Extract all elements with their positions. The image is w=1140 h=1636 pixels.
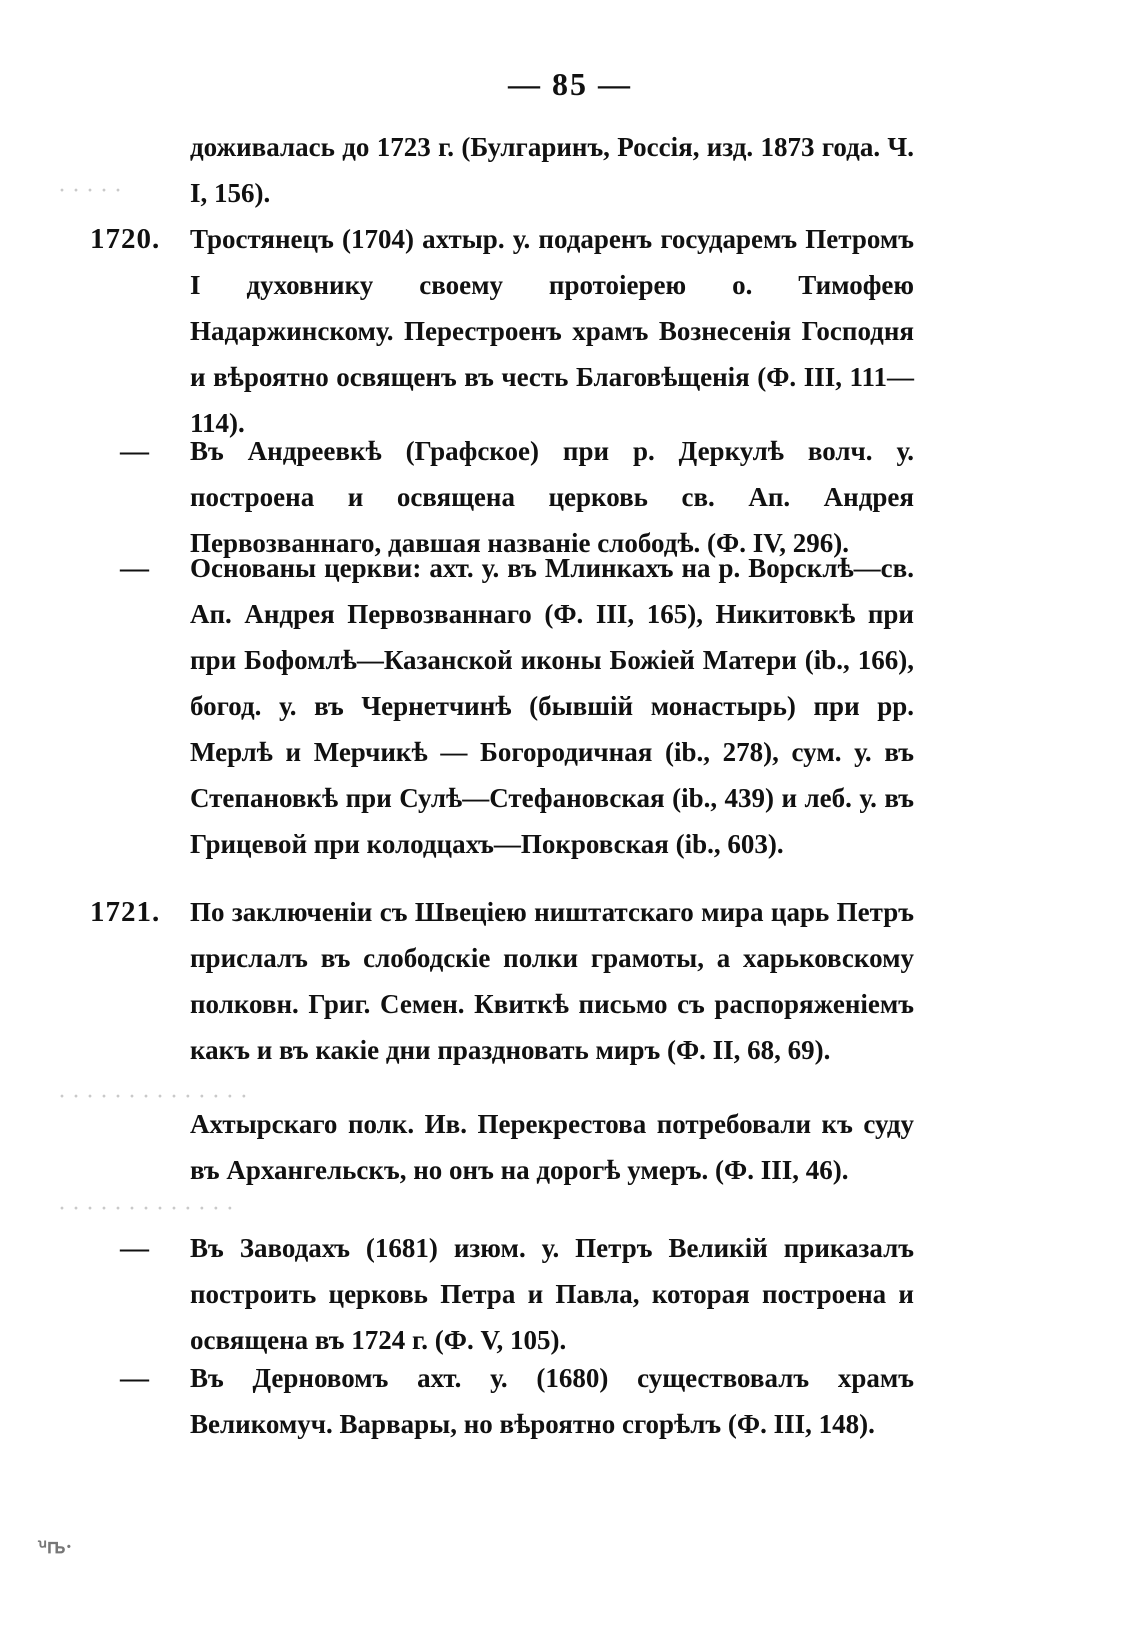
bleed-through-text: · · · · · · · · · · · · · · — [58, 1084, 248, 1110]
entry-text: Въ Заводахъ (1681) изюм. у. Петръ Великій приказалъ построить церковь Петра и Павла, которая построена и освящена въ 1724 г. (Ф. V, 105). — [190, 1233, 914, 1355]
entry-text: По заключеніи съ Швеціею ништатскаго мира царь Петръ прислалъ въ слободскіе полки грамоты, а харьковскому полковн. Григ. Семен. Квиткѣ письмо съ распоряженіемъ какъ и въ какіе дни праздновать миръ (Ф. II, 68, 69). — [190, 897, 914, 1065]
scan-corner-mark: ꭟꭠ· — [38, 1536, 73, 1558]
bleed-through-text: · · · · · · · · · · · · · — [58, 1196, 234, 1222]
entry-text: Тростянецъ (1704) ахтыр. у. подаренъ государемъ Петромъ I духовнику своему протоіерею о. Тимофею Надаржинскому. Перестроенъ храмъ Вознесенія Господня и вѣроятно освященъ въ честь Благовѣщенія (Ф. III, 111—114). — [190, 224, 914, 438]
entry-text: Основаны церкви: ахт. у. въ Млинкахъ на р. Ворсклѣ—св. Ап. Андрея Первозваннаго (Ф. III, 165), Никитовкѣ при при Бофомлѣ—Казанской иконы Божіей Матери (ib., 166), богод. у. въ Чернетчинѣ (бывшій монастырь) при рр. Мерлѣ и Мерчикѣ — Богородичная (ib., 278), сум. у. въ Степановкѣ при Сулѣ—Стефановская (ib., 439) и леб. у. въ Грицевой при колодцахъ—Покровская (ib., 603). — [190, 553, 914, 859]
entry-text: Въ Андреевкѣ (Графское) при р. Деркулѣ волч. у. построена и освящена церковь св. Ап. Андрея Первозваннаго, давшая названіе слободѣ. (Ф. IV, 296). — [190, 436, 914, 558]
entry-marker: 1721. — [90, 896, 161, 928]
entry-marker: — — [120, 552, 150, 584]
bleed-through-text: · · · · · — [58, 178, 122, 204]
entry-marker: — — [120, 1362, 150, 1394]
entry-marker: — — [120, 435, 150, 467]
entry-text: Въ Дерновомъ ахт. у. (1680) существовалъ храмъ Великомуч. Варвары, но вѣроятно сгорѣлъ (Ф. III, 148). — [190, 1363, 914, 1439]
entry-marker: — — [120, 1232, 150, 1264]
entry-text: доживалась до 1723 г. (Булгаринъ, Россія, изд. 1873 года. Ч. I, 156). — [190, 132, 914, 208]
page-number: — 85 — — [508, 66, 632, 102]
entry-text: Ахтырскаго полк. Ив. Перекрестова потребовали къ суду въ Архангельскъ, но онъ на дорогѣ умеръ. (Ф. III, 46). — [190, 1109, 914, 1185]
entry-marker: 1720. — [90, 223, 161, 255]
